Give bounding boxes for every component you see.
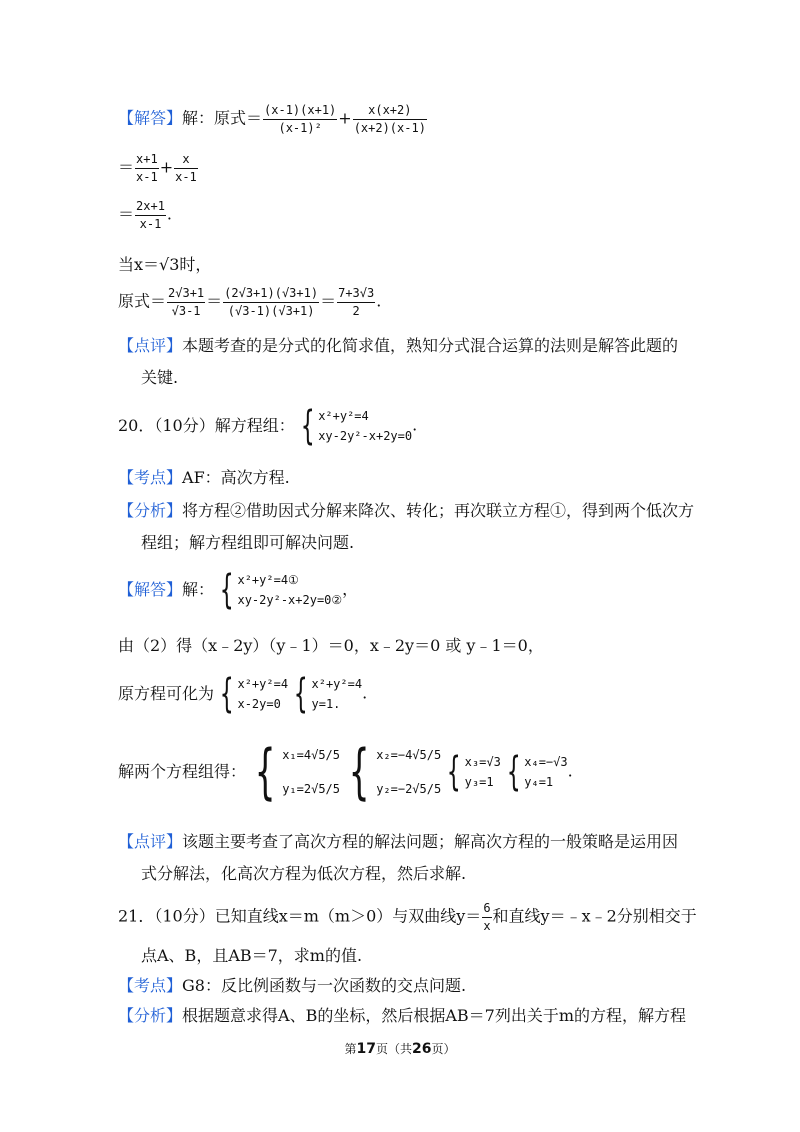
answer-tag: 【解答】 [118, 108, 183, 128]
solution-system: { x₃=√3 y₃=1 [446, 749, 501, 795]
comment-20-line-1: 【点评】该题主要考查了高次方程的解法问题；解高次方程的一般策略是运用因 [118, 832, 679, 851]
page-number: 17 [356, 1041, 376, 1057]
fraction: $\frac{(2√3+1)(√3+1)}{(√3-1)(√3+1)}$ [224, 286, 319, 318]
question-21-line-2: 点A、B，且AB＝7，求m的值. [141, 946, 363, 965]
solution-intro: 解：原式＝ [182, 108, 263, 128]
comment-line-1: 【点评】本题考查的是分式的化简求值，熟知分式混合运算的法则是解答此题的 [118, 336, 679, 355]
comment-tag: 【点评】 [118, 336, 183, 355]
fraction: $\frac{(x-1)(x+1)}{\text{(x-1)²}}$ [264, 103, 337, 135]
kaodian-tag: 【考点】 [118, 468, 183, 487]
solution-system: { x₁=4√5/5 y₁=2√5/5 [254, 737, 340, 807]
equation-system: { x²+y²=4 y=1. [293, 671, 363, 717]
fraction: $\frac{x+1}{x-1}$ [136, 152, 158, 184]
solution-line-1: 【解答】解：原式＝ $\frac{(x-1)(x+1)}{\text{(x-1)²}}$ + $\frac{x(x+2)}{(x+2)(x-1)}$ [118, 103, 426, 135]
kaodian-tag: 【考点】 [118, 976, 183, 995]
analysis-20-line-2: 程组；解方程组即可解决问题. [141, 533, 355, 552]
solution-20-step-2: 原方程可化为 { x²+y²=4 x-2y=0 { x²+y²=4 y=1. . [118, 671, 368, 717]
fraction: $\frac{6}{x}$ [483, 901, 491, 933]
solution-line-2: ＝ $\frac{x+1}{x-1}$ + $\frac{x}{x-1}$ [118, 152, 197, 184]
knowledge-point-20: 【考点】AF：高次方程. [118, 468, 290, 487]
analysis-20-line-1: 【分析】将方程②借助因式分解来降次、转化；再次联立方程①，得到两个低次方 [118, 501, 695, 520]
solution-line-4: 当x＝√3时， [118, 255, 212, 274]
answer-tag: 【解答】 [118, 580, 183, 599]
analysis-tag: 【分析】 [118, 1006, 183, 1025]
answer-20: 【解答】解： { x²+y²=4① xy-2y²-x+2y=0② ， [118, 567, 359, 613]
comment-line-2: 关键. [141, 368, 179, 387]
page-footer: 第17页（共26页） [344, 1041, 456, 1057]
solution-system: { x₂=−4√5/5 y₂=−2√5/5 [348, 737, 442, 807]
fraction: $\frac{2x+1}{x-1}$ [136, 199, 165, 231]
knowledge-point-21: 【考点】G8：反比例函数与一次函数的交点问题. [118, 976, 467, 995]
question-20: 20．（10分）解方程组： { x²+y²=4 xy-2y²-x+2y=0 . [118, 403, 418, 449]
comment-tag: 【点评】 [118, 832, 183, 851]
comment-20-line-2: 式分解法，化高次方程为低次方程，然后求解. [141, 864, 467, 883]
fraction: $\frac{7+3√3}{2}$ [338, 286, 375, 318]
solution-20-step-1: 由（2）得（x﹣2y）（y﹣1）＝0，x﹣2y＝0 或 y﹣1＝0， [118, 636, 544, 655]
fraction: $\frac{2√3+1}{√3-1}$ [168, 286, 205, 318]
page-total: 26 [412, 1041, 432, 1057]
fraction: $\frac{x(x+2)}{(x+2)(x-1)}$ [353, 103, 426, 135]
analysis-tag: 【分析】 [118, 501, 183, 520]
solution-system: { x₄=−√3 y₄=1 [506, 749, 568, 795]
equation-system: { x²+y²=4 x-2y=0 [219, 671, 289, 717]
solution-20-step-3: 解两个方程组得： { x₁=4√5/5 y₁=2√5/5 { x₂=−4√5/5 y₂=−2√5/5 { x₃=√3 y₃=1 { x₄=−√3 y₄=1 . [118, 737, 573, 807]
fraction: $\frac{x}{x-1}$ [175, 152, 197, 184]
question-21-line-1: 21．（10分）已知直线x＝m（m＞0）与双曲线y＝ $\frac{6}{x}$ 和直线y＝﹣x﹣2分别相交于 [118, 901, 697, 933]
equation-system: { x²+y²=4① xy-2y²-x+2y=0② [219, 567, 343, 613]
analysis-21-line-1: 【分析】根据题意求得A、B的坐标，然后根据AB＝7列出关于m的方程，解方程 [118, 1006, 686, 1025]
solution-line-3: ＝ $\frac{2x+1}{x-1}$ . [118, 199, 173, 231]
equation-system: { x²+y²=4 xy-2y²-x+2y=0 [300, 403, 413, 449]
solution-line-5: 原式＝ $\frac{2√3+1}{√3-1}$ ＝ $\frac{(2√3+1)(√3+1)}{(√3-1)(√3+1)}$ ＝ $\frac{7+3√3}{2}$ . [118, 286, 382, 318]
